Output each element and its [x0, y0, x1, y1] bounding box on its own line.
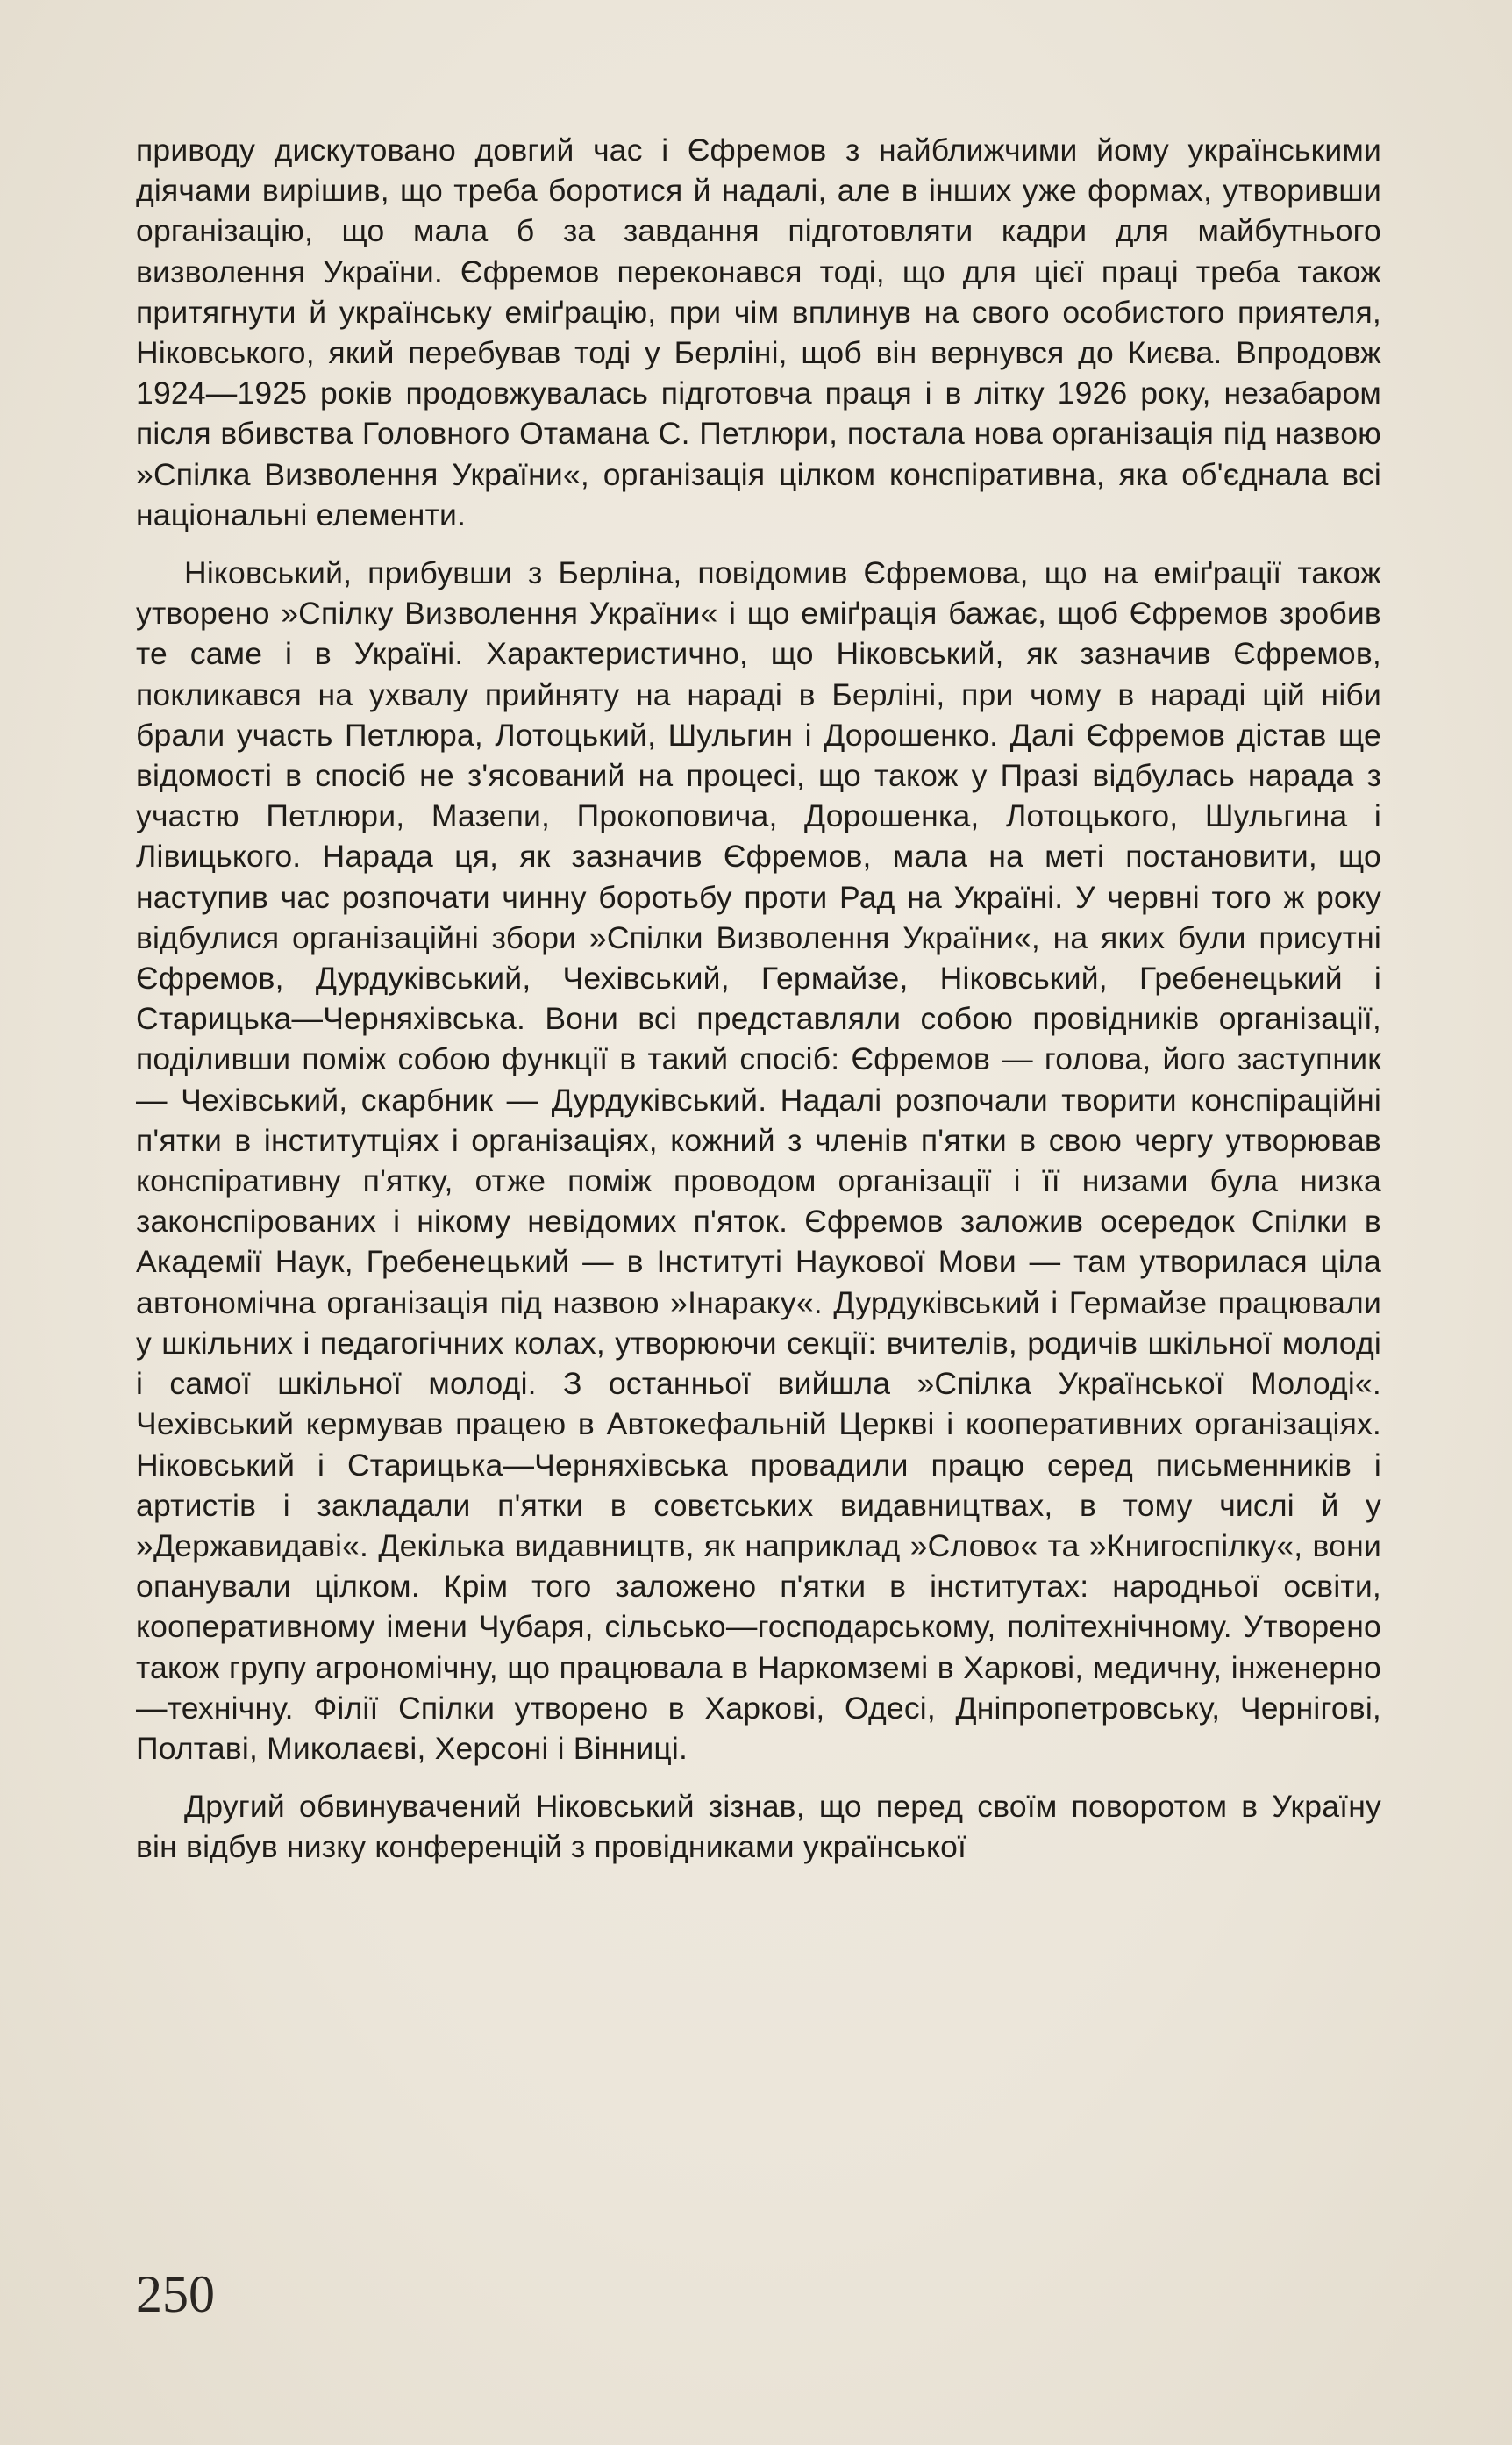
body-text: [136, 130, 1381, 1868]
page-number: 250: [136, 2265, 215, 2323]
paragraph-2: Ніковський, прибувши з Берліна, повідомив Єфремова, що на еміґрації також утворено »Спілку Визволення України« і що еміґрація бажає, щоб Єфремов зробив те саме і в Україні. Характеристично, що Ніковський, як зазначив Єфремов, покликався на ухвалу прийняту на нараді в Берліні, при чому в нараді цій ніби брали участь Петлюра, Лотоцький, Шульгин і Дорошенко. Далі Єфремов дістав ще відомості в спосіб не з'ясований на процесі, що також у Празі відбулась нарада з участю Петлюри, Мазепи, Прокоповича, Дорошенка, Лотоцького, Шульгина і Лівицького. Нарада ця, як зазначив Єфремов, мала на меті постановити, що наступив час розпочати чинну боротьбу проти Рад на Україні. У червні того ж року відбулися організаційні збори »Спілки Визволення України«, на яких були присутні Єфремов, Дурдуківський, Чехівський, Гермайзе, Ніковський, Гребенецький і Старицька—Черняхівська. Вони всі представляли собою провідників організації, поділивши поміж собою функції в такий спосіб: Єфремов — голова, його заступник — Чехівський, скарбник — Дурдуківський. Надалі розпочали творити конспіраційні п'ятки в інститутціях і організаціях, кожний з членів п'ятки в свою чергу утворював конспіративну п'ятку, отже поміж проводом організації і її низами була низка законспірованих і нікому невідомих п'яток. Єфремов заложив осередок Спілки в Академії Наук, Гребенецький — в Інституті Наукової Мови — там утворилася ціла автономічна організація під назвою »Інараку«. Дурдуківський і Гермайзе працювали у шкільних і педагогічних колах, утворюючи секції: вчителів, родичів шкільної молоді і самої шкільної молоді. З останньої вийшла »Спілка Української Молоді«. Чехівський кермував працею в Автокефальній Церкві і кооперативних організаціях. Ніковський і Старицька—Черняхівська провадили працю серед письменників і артистів і закладали п'ятки в совєтських видавництвах, в тому числі й у »Державидаві«. Декілька видавництв, як наприклад »Слово« та »Книгоспілку«, вони опанували цілком. Крім того заложено п'ятки в інститутах: народньої освіти, кооперативному імени Чубаря, сільсько—господарському, політехнічному. Утворено також групу агрономічну, що працювала в Наркомземі в Харкові, медичну, інженерно—технічну. Філії Спілки утворено в Харкові, Одесі, Дніпропетровську, Чернігові, Полтаві, Миколаєві, Херсоні і Вінниці.: [136, 555, 1381, 1766]
paragraph-1: приводу дискутовано довгий час і Єфремов з найближчими йому українськими діячами вирішив, що треба боротися й надалі, але в інших уже формах, утворивши організацію, що мала б за завдання підготовляти кадри для майбутнього визволення України. Єфремов переконався тоді, що для цієї праці треба також притягнути й українську еміґрацію, при чім вплинув на свого особистого приятеля, Ніковського, який перебував тоді у Берліні, щоб він вернувся до Києва. Впродовж 1924—1925 років продовжувалась підготовча праця і в літку 1926 року, незабаром після вбивства Головного Отамана С. Петлюри, постала нова організація під назвою »Спілка Визволення України«, організація цілком конспіративна, яка об'єднала всі національні елементи.: [136, 132, 1381, 533]
paragraph-3: Другий обвинувачений Ніковський зізнав, що перед своїм поворотом в Україну він відбув низку конференцій з провідниками української: [136, 1789, 1381, 1865]
